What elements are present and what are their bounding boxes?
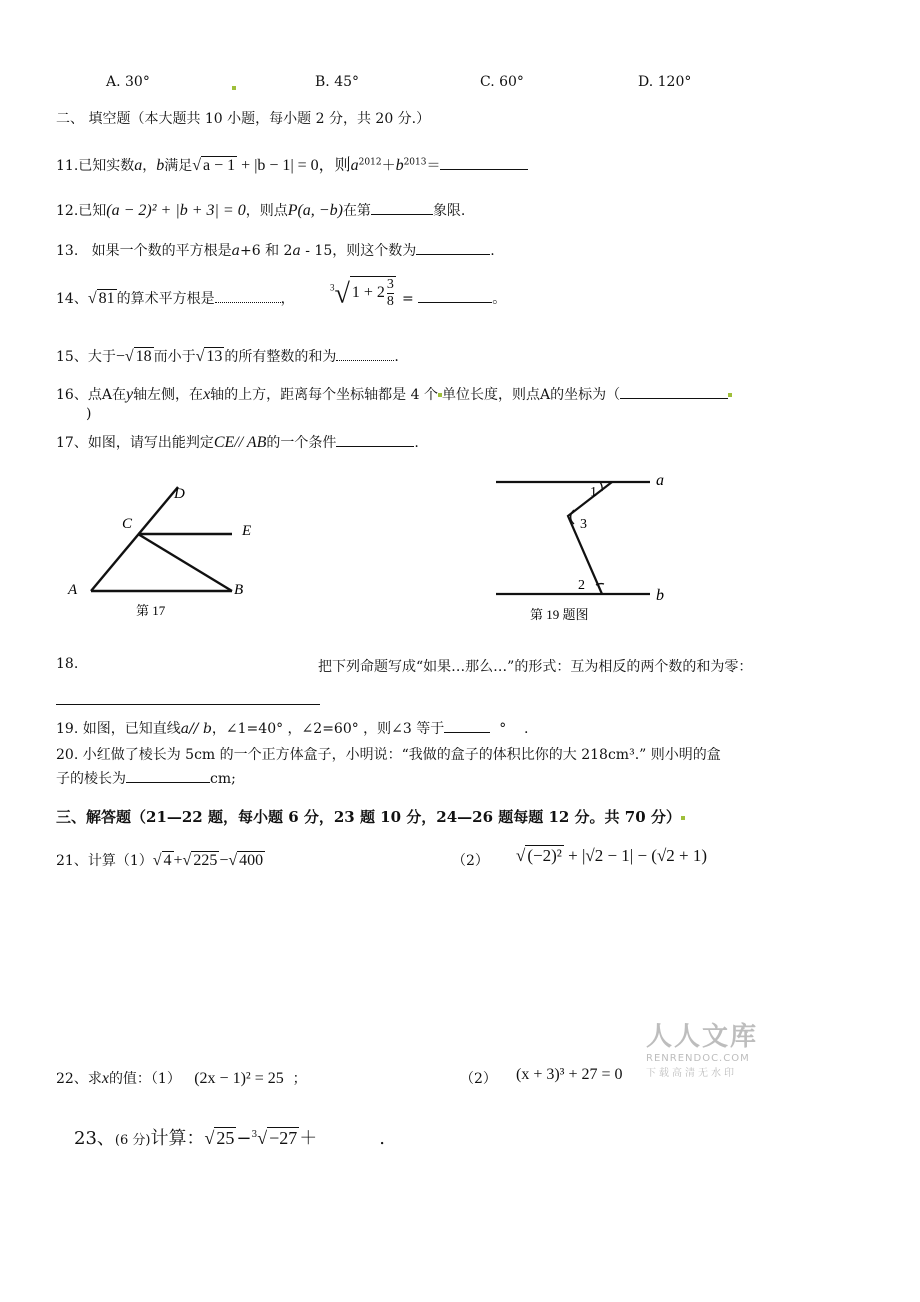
label-c: C [122, 516, 133, 532]
cube-root-expr: $^3$√ 1 + 2 $\frac{3}{8}$ [330, 277, 394, 310]
answer-blank [371, 200, 433, 215]
watermark-sub: 下载高清无水印 [646, 1068, 737, 1079]
question-22-part1: 22、求x的值：（1） (2x − 1)² = 25 ； [56, 1070, 307, 1087]
answer-blank [620, 384, 728, 399]
label-d: D [174, 486, 185, 502]
question-16-close: ) [86, 406, 92, 422]
question-12: 12.已知(a − 2)² + |b + 3| = 0，则点P(a, −b)在第 象限. [56, 202, 466, 219]
question-20-line1: 20. 小红做了棱长为 5cm 的一个正方体盒子，小明说：“我做的盒子的体积比你的大 218cm³.” 则小明的盒 [56, 747, 721, 763]
answer-blank [444, 718, 490, 733]
label-b: B [234, 582, 244, 598]
answer-blank [126, 768, 210, 783]
question-11: 11.已知实数a，b满足√ a − 1 + |b − 1| = 0，则$a^{2012}+b^{2013}=$ [56, 152, 528, 175]
question-22-part2-label: （2） [460, 1071, 497, 1087]
question-18-text: 把下列命题写成“如果…那么…”的形式：互为相反的两个数的和为零： [318, 659, 753, 675]
dot-mark [681, 816, 685, 820]
question-16: 16、点A在y轴左侧，在x轴的上方，距离每个坐标轴都是 4 个 单位长度，则点A的坐标为（ [56, 384, 732, 404]
option-c: C. 60° [480, 74, 524, 90]
dot-mark [232, 86, 236, 90]
question-21-part1: 21、计算（1）√ 4 +√ 225 −√ 400 [56, 852, 264, 869]
question-21-part2-expr: √ (−2)² + |√2 − 1| − (√2 + 1) [516, 846, 708, 865]
label-e: E [242, 523, 252, 539]
watermark [646, 1016, 758, 1079]
watermark-domain: RENRENDOC.COM [646, 1053, 750, 1064]
figure-17 [60, 478, 280, 624]
line-ad [91, 487, 178, 591]
answer-blank [440, 155, 528, 170]
question-21-part2-label: （2） [452, 853, 489, 869]
question-13: 13. 如果一个数的平方根是a+6 和 2a - 15，则这个数为 . [56, 240, 495, 260]
dot-mark [728, 393, 732, 397]
angle-3: 3 [580, 517, 587, 532]
question-15: 15、大于−√ 18 而小于√ 13 的所有整数的和为 . [56, 348, 399, 365]
question-18-num: 18. [56, 656, 79, 672]
section2-title: 二、 填空题（本大题共 10 小题，每小题 2 分，共 20 分.） [56, 111, 431, 127]
answer-blank [418, 288, 492, 303]
answer-blank [215, 288, 281, 303]
question-23: 23、(6 分)计算：√ 25 −$^3$√ −27 ＋ . [74, 1128, 385, 1149]
angle2-arc [596, 584, 604, 585]
angle-1: 1 [590, 485, 597, 500]
answer-blank [336, 432, 414, 447]
option-a: A. 30° [106, 74, 150, 90]
answer-blank [416, 240, 490, 255]
option-b: B. 45° [315, 74, 360, 90]
question-14: 14、√ 81 的算术平方根是 ， [56, 290, 295, 307]
answer-blank [336, 346, 394, 361]
option-d: D. 120° [638, 74, 692, 90]
question-22-part2-expr: (x + 3)³ + 27 = 0 [516, 1066, 623, 1083]
figure-19 [490, 466, 690, 628]
label-line-b: b [656, 587, 664, 604]
question-19: 19. 如图，已知直线a// b，∠1=40° ，∠2=60° ，则∠3 等于 ° . [56, 718, 528, 738]
line-cb [138, 534, 232, 591]
angle-2: 2 [578, 578, 585, 593]
fig19-caption: 第 19 题图 [530, 607, 589, 622]
answer-line-18 [56, 704, 320, 705]
question-20-line2: 子的棱长为 cm; [56, 768, 236, 788]
label-line-a: a [656, 472, 664, 489]
watermark-title: 人人文库 [646, 1022, 759, 1052]
label-a: A [68, 582, 78, 598]
fig17-caption: 第 17 [136, 603, 166, 618]
question-14-tail: = 。 [402, 288, 506, 308]
question-17: 17、如图，请写出能判定CE// AB的一个条件 . [56, 434, 419, 451]
section3-title: 三、解答题（21—22 题，每小题 6 分，23 题 10 分，24—26 题每题 12 分。共 70 分） [56, 806, 685, 827]
